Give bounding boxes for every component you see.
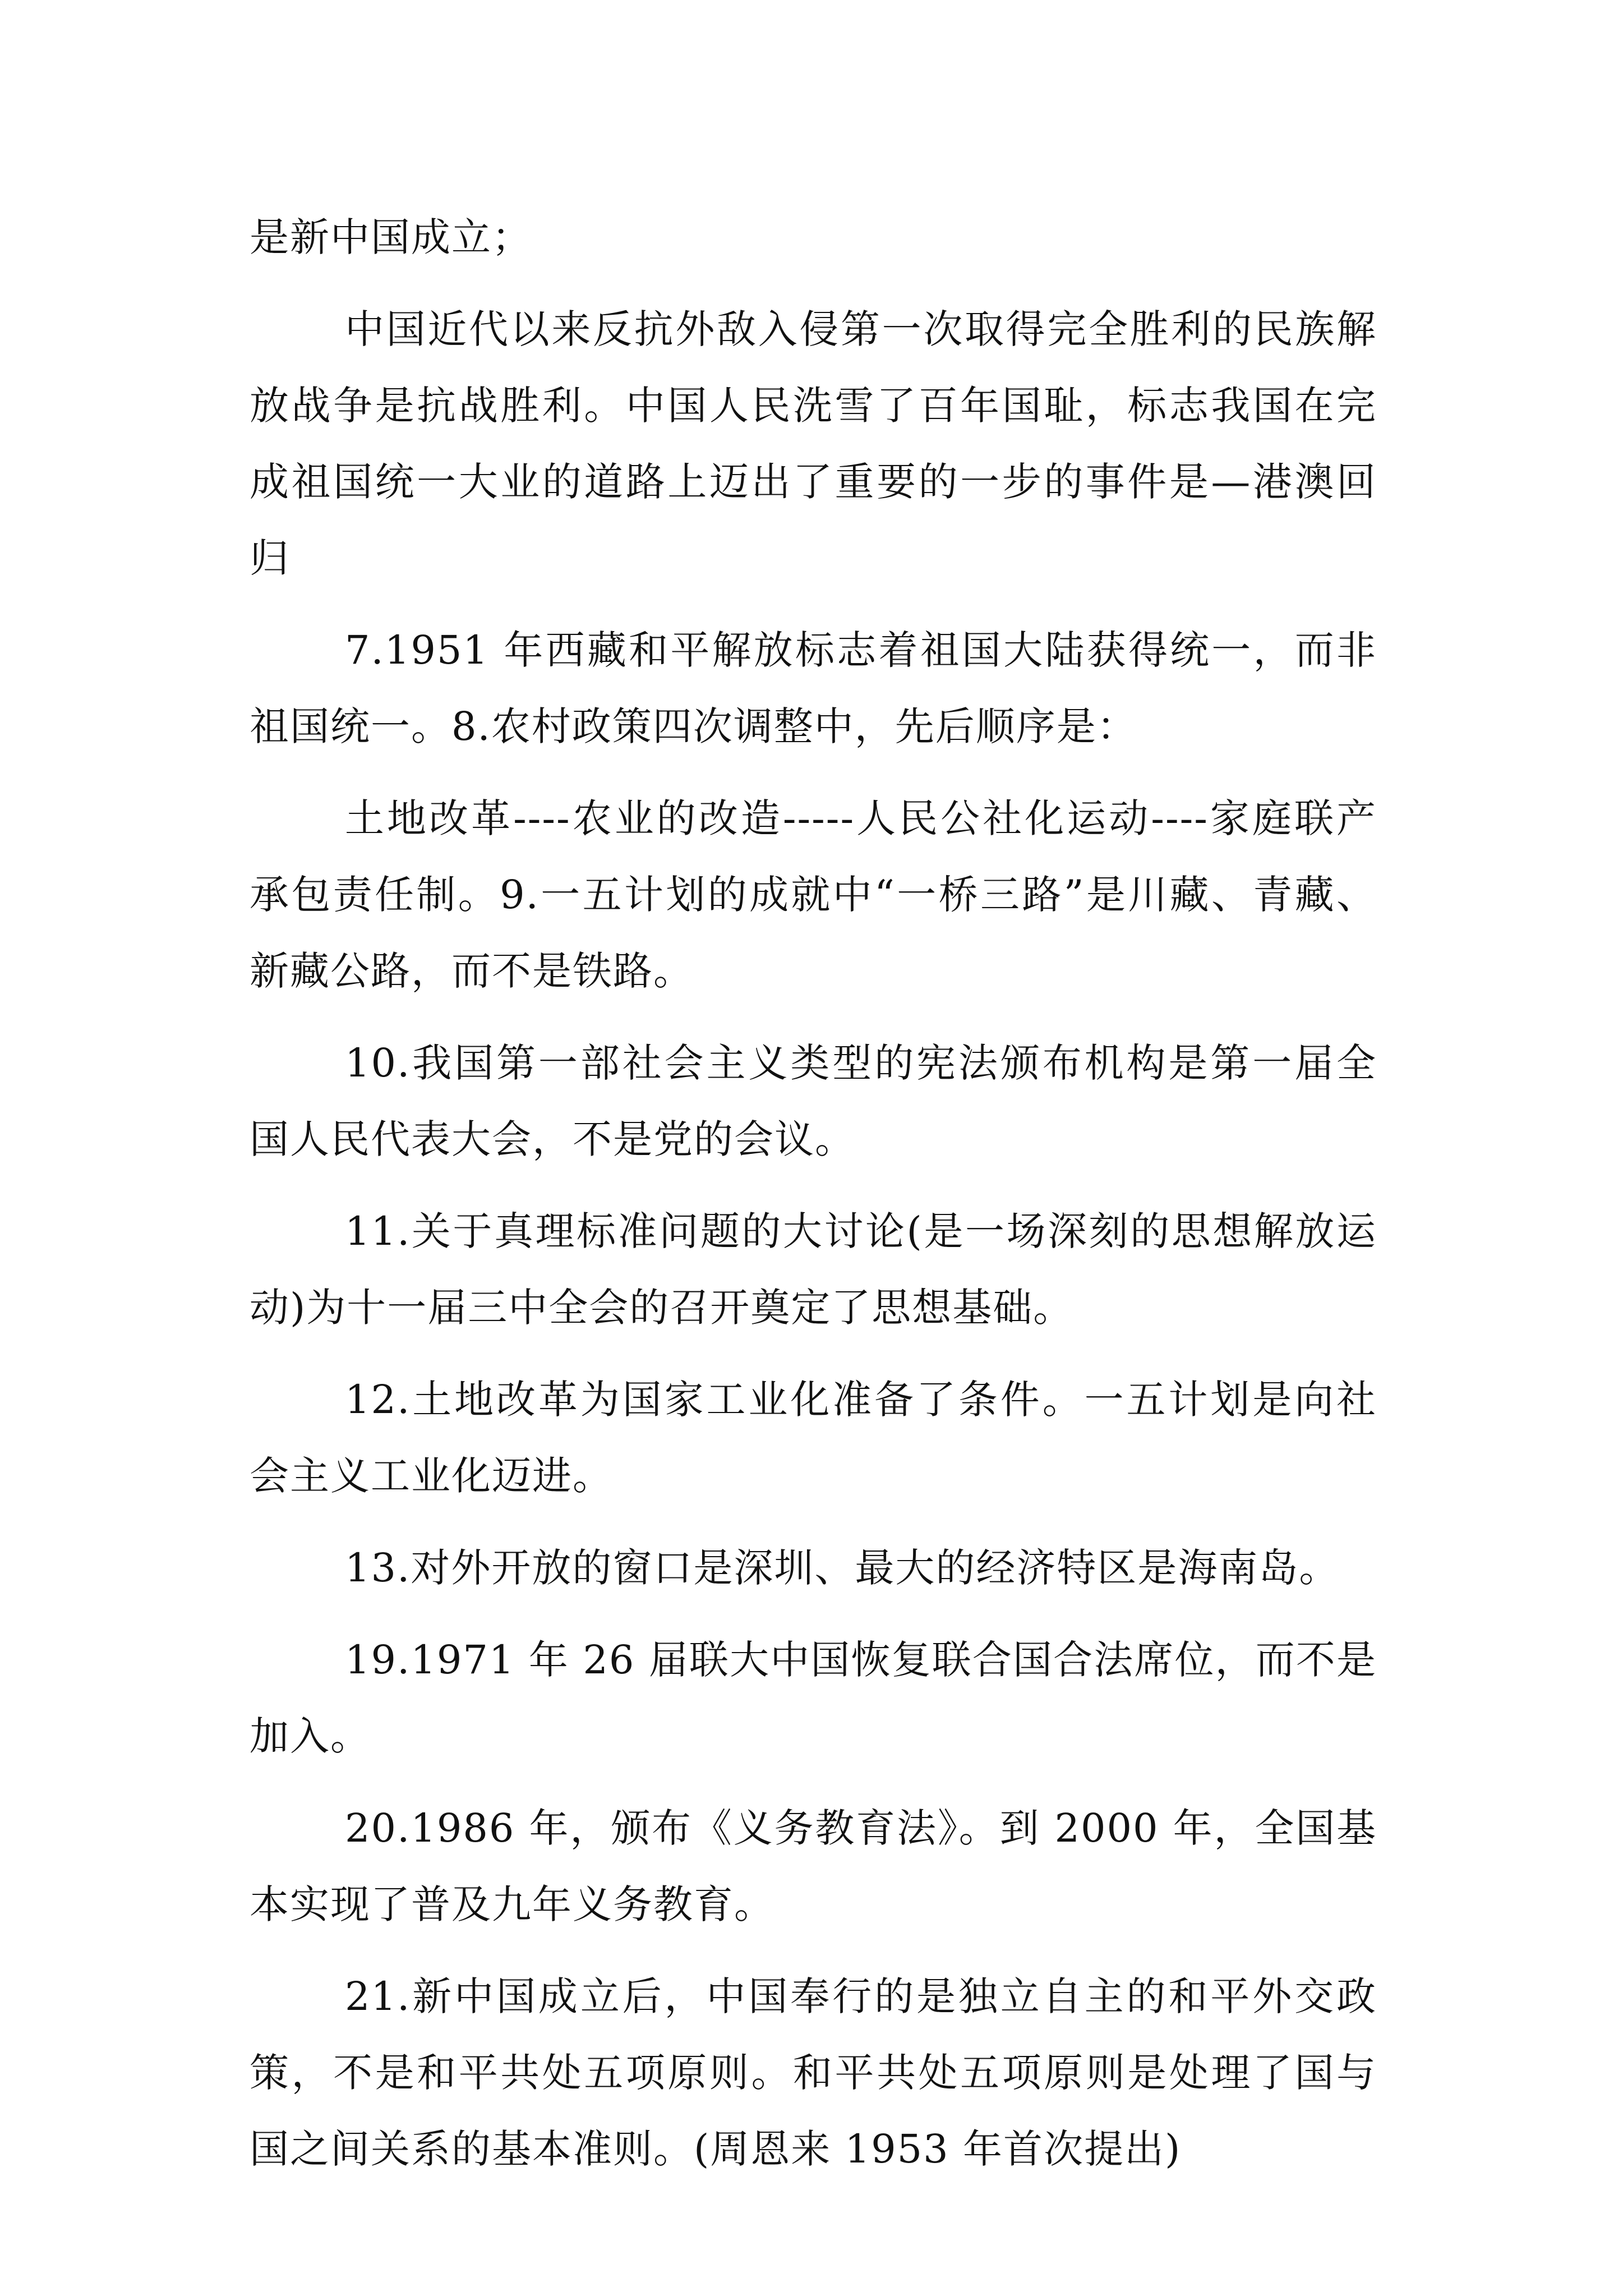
paragraph-continuation: 是新中国成立； — [250, 214, 532, 260]
paragraph-anti-aggression-war: 中国近代以来反抗外敌入侵第一次取得完全胜利的民族解放战争是抗战胜利。中国人民洗雪了百年国耻，标志我国在完成祖国统一大业的道路上迈出了重要的一步的事件是—港澳回归 — [250, 306, 1377, 581]
paragraph-item-21: 21.新中国成立后，中国奉行的是独立自主的和平外交政策，不是和平共处五项原则。和平共处五项原则是处理了国与国之间关系的基本准则。(周恩来 1953 年首次提出) — [250, 1973, 1377, 2172]
paragraph-item-7-8: 7.1951 年西藏和平解放标志着祖国大陆获得统一，而非祖国统一。8.农村政策四次调整中，先后顺序是： — [250, 627, 1377, 749]
paragraph-item-19: 19.1971 年 26 届联大中国恢复联合国合法席位，而不是加入。 — [250, 1637, 1377, 1759]
paragraph-item-12: 12.土地改革为国家工业化准备了条件。一五计划是向社会主义工业化迈进。 — [250, 1377, 1377, 1499]
paragraph-item-13: 13.对外开放的窗口是深圳、最大的经济特区是海南岛。 — [345, 1545, 1340, 1591]
paragraph-land-reform-sequence: 土地改革----农业的改造-----人民公社化运动----家庭联产承包责任制。9.一五计划的成就中“一桥三路”是川藏、青藏、新藏公路，而不是铁路。 — [250, 795, 1377, 994]
document-body — [250, 199, 1377, 2203]
paragraph-item-10: 10.我国第一部社会主义类型的宪法颁布机构是第一届全国人民代表大会，不是党的会议。 — [250, 1040, 1377, 1162]
paragraph-item-20: 20.1986 年，颁布《义务教育法》。到 2000 年，全国基本实现了普及九年义务教育。 — [250, 1805, 1377, 1927]
paragraph-item-11: 11.关于真理标准问题的大讨论(是一场深刻的思想解放运动)为十一届三中全会的召开奠定了思想基础。 — [250, 1208, 1377, 1331]
